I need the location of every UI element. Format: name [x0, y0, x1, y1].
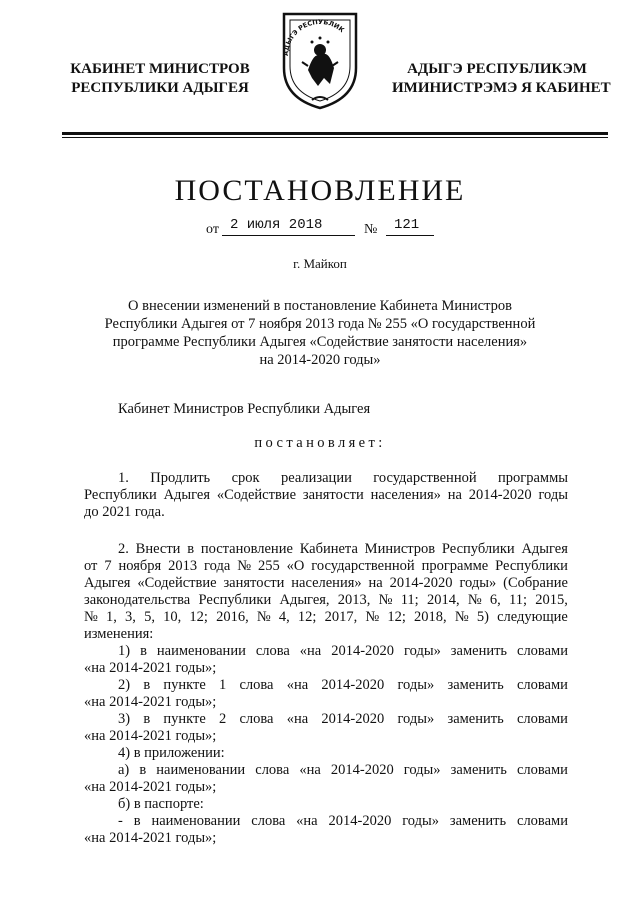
list-item-cont: «на 2014-2021 годы»; — [84, 830, 217, 846]
city: г. Майкоп — [293, 256, 347, 271]
svg-text:АДЫГЭ РЕСПУБЛИК: АДЫГЭ РЕСПУБЛИК — [281, 17, 346, 57]
paragraph-line: от 7 ноября 2013 года № 255 «О государственной программе Республики — [84, 558, 568, 574]
paragraph-line: № 1, 3, 5, 10, 12; 2016, № 4, 12; 2017, № 12; 2018, № 5) следующие — [84, 609, 568, 625]
list-item: 3) в пункте 2 слова «на 2014-2020 годы» заменить словами — [118, 711, 568, 727]
coat-of-arms-icon — [278, 8, 362, 112]
document-title: ПОСТАНОВЛЕНИЕ — [174, 174, 466, 207]
issuing-body: Кабинет Министров Республики Адыгея — [118, 401, 371, 417]
list-item: - в наименовании слова «на 2014-2020 годы» заменить словами — [118, 813, 568, 829]
header-left-line1: КАБИНЕТ МИНИСТРОВ — [70, 61, 250, 77]
header-divider-thin — [62, 137, 608, 138]
list-item: 4) в приложении: — [118, 745, 225, 761]
paragraph-1 — [84, 470, 568, 521]
resolves-word: постановляет: — [254, 435, 386, 451]
paragraph-line: Республики Адыгея «Содействие занятости населения» на 2014-2020 годы — [84, 487, 568, 503]
document-subject — [80, 297, 560, 369]
subject-line: О внесении изменений в постановление Кабинета Министров — [128, 298, 512, 314]
header-right-title — [392, 60, 611, 98]
paragraph-line: до 2021 года. — [84, 504, 165, 520]
date-label: от — [206, 222, 219, 237]
list-item-cont: «на 2014-2021 годы»; — [84, 779, 217, 795]
list-item: а) в наименовании слова «на 2014-2020 годы» заменить словами — [118, 762, 568, 778]
header-divider-thick — [62, 132, 608, 135]
subject-line: на 2014-2020 годы» — [259, 352, 381, 368]
subject-line: Республики Адыгея от 7 ноября 2013 года № 255 «О государственной — [104, 316, 536, 332]
header-left-title — [60, 60, 260, 98]
header-right-line1: АДЫГЭ РЕСПУБЛИКЭМ — [407, 61, 587, 77]
list-item-cont: «на 2014-2021 годы»; — [84, 660, 217, 676]
subject-line: программе Республики Адыгея «Содействие занятости населения» — [112, 334, 528, 350]
list-item: 1) в наименовании слова «на 2014-2020 годы» заменить словами — [118, 643, 568, 659]
number-label: № — [364, 222, 378, 237]
paragraph-line: законодательства Республики Адыгея, 2013, № 11; 2014, № 6, 11; 2015, — [84, 592, 568, 608]
list-item: б) в паспорте: — [118, 796, 204, 812]
list-item: 2) в пункте 1 слова «на 2014-2020 годы» заменить словами — [118, 677, 568, 693]
paragraph-line: изменения: — [84, 626, 154, 642]
paragraph-line: 1. Продлить срок реализации государственной программы — [118, 470, 568, 486]
paragraph-2 — [84, 541, 568, 847]
document-number: 121 — [386, 214, 434, 236]
list-item-cont: «на 2014-2021 годы»; — [84, 694, 217, 710]
header-right-line2: ИМИНИСТРЭМЭ Я КАБИНЕТ — [392, 80, 611, 96]
paragraph-line: Адыгея «Содействие занятости населения» на 2014-2020 годы» (Собрание — [84, 575, 568, 591]
list-item-cont: «на 2014-2021 годы»; — [84, 728, 217, 744]
document-date: 2 июля 2018 — [222, 214, 355, 236]
header-left-line2: РЕСПУБЛИКИ АДЫГЕЯ — [71, 80, 249, 96]
paragraph-line: 2. Внести в постановление Кабинета Министров Республики Адыгея — [118, 541, 568, 557]
